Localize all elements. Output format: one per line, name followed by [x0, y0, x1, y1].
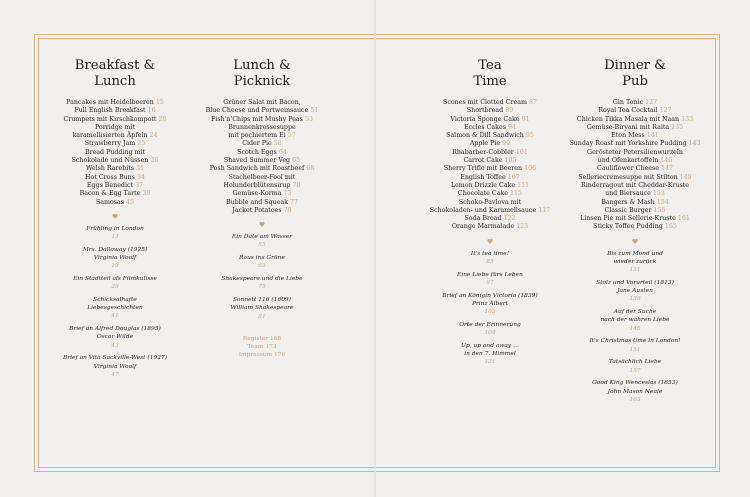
story-page: 41	[111, 313, 119, 320]
recipe-name: Scotch Eggs	[237, 148, 277, 156]
story-line: William Shakespeare	[230, 305, 294, 312]
recipe-page: 73	[283, 190, 292, 198]
recipe-entry[interactable]	[415, 174, 565, 182]
recipe-page: 68	[306, 165, 315, 173]
recipe-page: 65	[292, 157, 301, 165]
section-title	[40, 58, 190, 89]
recipe-entry[interactable]	[560, 174, 710, 182]
recipe-entry[interactable]	[187, 107, 337, 115]
recipe-entry[interactable]	[40, 132, 190, 140]
recipe-page: 133	[681, 115, 694, 123]
section-title-line: Tea	[478, 58, 502, 73]
story-line: Virginia Woolf	[93, 363, 137, 370]
recipe-name: English Toffee	[460, 173, 506, 181]
story-line: Ein Date am Wasser	[231, 234, 293, 241]
story-page: 97	[486, 279, 494, 286]
section-title	[415, 58, 565, 89]
recipe-name: Bubble and Squeak	[225, 198, 288, 206]
recipe-name: Eton Mess	[611, 132, 645, 140]
story-line: Prinz Albert	[471, 300, 508, 307]
section-tea-time	[415, 58, 565, 371]
recipe-name: Cauliflower Cheese	[596, 165, 659, 173]
recipe-name: Schoko-Pavlova mit	[458, 198, 522, 206]
story-entry[interactable]	[560, 337, 710, 353]
story-page: 103	[484, 309, 496, 316]
recipe-name: Bangers & Mash	[601, 198, 655, 206]
recipe-entry[interactable]	[187, 132, 337, 140]
recipe-page: 79	[283, 206, 292, 214]
recipe-page: 141	[646, 132, 659, 140]
recipe-name: Sticky Toffee Pudding	[593, 223, 663, 231]
recipe-page: 39	[142, 190, 151, 198]
recipe-page: 135	[671, 123, 684, 131]
recipe-entry[interactable]	[40, 140, 190, 148]
story-line: Frühling in London	[86, 225, 144, 232]
story-entry[interactable]	[187, 254, 337, 270]
recipe-page: 94	[507, 123, 516, 131]
recipe-entry[interactable]	[187, 124, 337, 132]
story-line: Auf der Suche	[613, 309, 657, 316]
recipe-entry[interactable]	[415, 116, 565, 124]
story-line: wieder zurück	[613, 258, 657, 265]
story-entry[interactable]	[40, 246, 190, 271]
section-dinner-pub	[560, 58, 710, 409]
recipe-page: 15	[155, 99, 164, 106]
story-entry[interactable]	[560, 250, 710, 275]
story-page: 121	[484, 359, 496, 366]
story-entry[interactable]	[415, 292, 565, 317]
recipe-entry[interactable]	[415, 182, 565, 190]
recipe-page: 31	[136, 165, 145, 173]
recipe-page: 87	[528, 99, 537, 106]
recipe-entry[interactable]	[415, 223, 565, 231]
recipe-list	[560, 99, 710, 232]
recipe-name: Chicken Tikka Masala mit Naan	[576, 115, 680, 123]
recipe-page: 111	[517, 181, 530, 189]
recipe-name: Gerösteter Petersilienwurzeln	[587, 148, 683, 156]
story-line: Tatsächlich Liebe	[608, 359, 662, 366]
story-page: 43	[111, 342, 119, 349]
story-entry[interactable]	[40, 354, 190, 379]
recipe-page: 106	[524, 165, 537, 173]
recipe-name: mit pochiertem Ei	[228, 132, 286, 140]
recipe-entry[interactable]	[560, 116, 710, 124]
story-list	[415, 250, 565, 367]
recipe-name: Victoria Sponge Cake	[450, 115, 520, 123]
recipe-entry[interactable]	[415, 124, 565, 132]
story-line: Virginia Woolf	[93, 255, 137, 262]
recipe-name: Soda Bread	[464, 215, 502, 223]
recipe-entry[interactable]	[560, 124, 710, 132]
recipe-entry[interactable]	[560, 132, 710, 140]
story-entry[interactable]	[560, 308, 710, 333]
recipe-name: Sunday Roast mit Yorkshire Pudding	[569, 140, 687, 148]
recipe-page: 26	[150, 157, 159, 165]
appendix-entry[interactable]: Impressum 176	[238, 352, 286, 359]
recipe-list	[415, 99, 565, 232]
recipe-page: 123	[516, 223, 529, 231]
story-line: Jane Austen	[617, 288, 653, 295]
story-line: Orte der Erinnerung	[459, 321, 521, 328]
story-page: 85	[486, 258, 494, 265]
recipe-page: 127	[659, 107, 672, 115]
recipe-name: karamellisierten Äpfeln	[72, 132, 148, 140]
heart-icon: ♥	[258, 221, 266, 230]
recipe-name: Bacon & Egg Tarte	[79, 190, 141, 198]
recipe-name: Schokolade und Nüssen	[71, 157, 149, 165]
story-line: Up, up and away …	[460, 342, 520, 349]
recipe-entry[interactable]	[40, 174, 190, 182]
heart-icon: ♥	[486, 237, 494, 246]
story-page: 29	[111, 284, 119, 291]
recipe-name: Schokoladen- und Karamellsauce	[429, 206, 537, 214]
story-page: 19	[111, 263, 119, 270]
story-line: Brief an Königin Victoria (1839)	[442, 292, 538, 299]
recipe-page: 70	[292, 181, 301, 189]
recipe-page: 161	[677, 215, 690, 223]
recipe-name: Brunnenkressesuppe	[228, 123, 296, 131]
recipe-entry[interactable]	[187, 207, 337, 215]
recipe-name: Blue Cheese und Portweinsauce	[205, 107, 309, 115]
recipe-name: Strawberry Jam	[84, 140, 136, 148]
recipe-entry[interactable]	[560, 199, 710, 207]
section-title-line: Lunch &	[233, 58, 291, 73]
recipe-page: 64	[278, 148, 287, 156]
recipe-page: 117	[538, 206, 551, 214]
story-page: 139	[629, 296, 641, 303]
recipe-name: Eccles Cakes	[463, 123, 506, 131]
section-title	[560, 58, 710, 89]
story-line: It's tea time!	[470, 250, 510, 257]
recipe-entry[interactable]	[40, 124, 190, 132]
recipe-page: 115	[510, 190, 523, 198]
recipe-name: Linsen Pie mit Sellerie-Kruste	[580, 215, 676, 223]
recipe-list	[187, 99, 337, 215]
recipe-name: Gin Tonic	[612, 99, 644, 106]
story-line: Brief an Vita Sackville-West (1927)	[63, 355, 167, 362]
recipe-entry[interactable]	[415, 140, 565, 148]
story-entry[interactable]	[40, 296, 190, 321]
recipe-entry[interactable]	[560, 140, 710, 148]
story-line: Oscar Wilde	[96, 334, 134, 341]
recipe-page: 155	[653, 206, 666, 214]
recipe-entry[interactable]	[187, 140, 337, 148]
recipe-entry[interactable]	[560, 99, 710, 107]
recipe-name: Cider Pie	[242, 140, 272, 148]
recipe-entry[interactable]	[560, 182, 710, 190]
story-entry[interactable]	[415, 342, 565, 367]
recipe-entry[interactable]	[40, 149, 190, 157]
section-title-line: Dinner &	[604, 58, 666, 73]
recipe-name: Sherry Trifle mit Beeren	[443, 165, 523, 173]
recipe-entry[interactable]	[187, 149, 337, 157]
story-entry[interactable]	[560, 279, 710, 304]
recipe-name: Full English Breakfast	[74, 107, 146, 115]
recipe-entry[interactable]	[560, 107, 710, 115]
recipe-page: 99	[502, 140, 511, 148]
recipe-name: Chocolate Cake	[457, 190, 509, 198]
story-entry[interactable]	[40, 275, 190, 291]
recipe-page: 37	[135, 181, 144, 189]
story-list	[40, 225, 190, 379]
recipe-name: Carrot Cake	[463, 157, 503, 165]
story-line: Ein Stadtteil als Filmkulisse	[73, 276, 157, 283]
heart-icon: ♥	[631, 237, 639, 246]
story-page: 55	[258, 242, 266, 249]
story-page: 13	[111, 234, 119, 241]
recipe-entry[interactable]	[560, 149, 710, 157]
recipe-page: 127	[645, 99, 658, 106]
recipe-entry[interactable]	[40, 190, 190, 198]
story-list	[187, 233, 337, 321]
recipe-entry[interactable]	[560, 215, 710, 223]
recipe-name: Welsh Rarebits	[85, 165, 135, 173]
recipe-entry[interactable]	[415, 157, 565, 165]
recipe-name: Jacket Potatoes	[232, 206, 282, 214]
recipe-name: Selleriecremesuppe mit Stilton	[578, 173, 678, 181]
story-line: Liebesgeschichten	[87, 305, 143, 312]
story-line: John Mason Neale	[607, 388, 663, 395]
recipe-entry[interactable]	[40, 182, 190, 190]
recipe-entry[interactable]	[415, 199, 565, 207]
recipe-name: Stachelbeer-Fool mit	[228, 173, 296, 181]
recipe-name: Shaved Summer Veg	[223, 157, 291, 165]
recipe-page: 105	[504, 157, 517, 165]
story-page: 157	[629, 367, 641, 374]
story-page: 131	[629, 267, 641, 274]
section-lunch-picknick	[187, 58, 337, 359]
recipe-page: 149	[679, 173, 692, 181]
story-entry[interactable]	[415, 250, 565, 266]
recipe-name: Porridge mit	[94, 123, 136, 131]
recipe-name: Bread Pudding mit	[84, 148, 146, 156]
recipe-page: 57	[287, 132, 296, 140]
recipe-page: 24	[149, 132, 158, 140]
recipe-page: 51	[310, 107, 319, 115]
appendix-entry[interactable]: Register 168	[242, 335, 282, 342]
recipe-entry[interactable]	[415, 99, 565, 107]
recipe-entry[interactable]	[40, 199, 190, 207]
story-line: Sonnett 116 (1609)	[233, 297, 291, 304]
recipe-name: Scones mit Clotted Cream	[443, 99, 527, 106]
recipe-entry[interactable]	[40, 116, 190, 124]
recipe-name: Royal Tea Cocktail	[598, 107, 658, 115]
recipe-name: und Biersauce	[605, 190, 651, 198]
section-title-line: Pub	[622, 73, 648, 89]
recipe-page: 34	[136, 173, 145, 181]
recipe-entry[interactable]	[40, 157, 190, 165]
recipe-entry[interactable]	[560, 223, 710, 231]
recipe-page: 95	[525, 132, 534, 140]
section-breakfast-lunch	[40, 58, 190, 384]
story-line: in den 7. Himmel	[464, 351, 516, 358]
recipe-entry[interactable]	[40, 165, 190, 173]
recipe-entry[interactable]	[415, 190, 565, 198]
story-entry[interactable]	[415, 321, 565, 337]
recipe-entry[interactable]	[415, 149, 565, 157]
story-entry[interactable]	[560, 379, 710, 404]
recipe-entry[interactable]	[415, 215, 565, 223]
recipe-name: Shortbread	[466, 107, 504, 115]
story-line: Stolz und Vorurteil (1813)	[596, 279, 674, 286]
recipe-entry[interactable]	[187, 190, 337, 198]
recipe-name: Crumpets mit Kirschkompott	[63, 115, 157, 123]
story-entry[interactable]	[415, 271, 565, 287]
recipe-entry[interactable]	[415, 207, 565, 215]
recipe-name: Salmon & Dill Sandwich	[446, 132, 524, 140]
story-entry[interactable]	[40, 325, 190, 350]
appendix-entry[interactable]: Team 173	[247, 343, 277, 350]
recipe-page: 53	[304, 115, 313, 123]
section-title-line: Lunch	[94, 73, 136, 89]
recipe-page: 147	[661, 165, 674, 173]
story-list	[560, 250, 710, 404]
recipe-page: 165	[664, 223, 677, 231]
recipe-page: 143	[688, 140, 701, 148]
recipe-name: Holunderblütensirup	[223, 181, 291, 189]
section-title-line: Breakfast &	[74, 58, 156, 73]
recipe-name: Apple Pie	[469, 140, 501, 148]
recipe-page: 122	[503, 215, 516, 223]
recipe-entry[interactable]	[560, 157, 710, 165]
section-title	[187, 58, 337, 89]
recipe-name: Grüner Salat mit Bacon,	[223, 99, 301, 106]
recipe-page: 77	[290, 198, 299, 206]
story-page: 75	[258, 284, 266, 291]
recipe-entry[interactable]	[187, 182, 337, 190]
recipe-entry[interactable]	[560, 190, 710, 198]
recipe-name: Orange Marmalade	[451, 223, 515, 231]
story-page: 47	[111, 371, 119, 378]
recipe-name: Hot Cross Buns	[85, 173, 135, 181]
recipe-entry[interactable]	[187, 165, 337, 173]
story-page: 109	[484, 330, 496, 337]
recipe-entry[interactable]	[560, 165, 710, 173]
story-line: nach der wahren Liebe	[600, 317, 670, 324]
recipe-name: Rinderragout mit Cheddar-Kruste	[580, 181, 690, 189]
story-line: Schicksalhafte	[93, 297, 137, 304]
recipe-entry[interactable]	[415, 165, 565, 173]
recipe-name: und Ofenkartoffeln	[597, 157, 659, 165]
story-line: Brief an Alfred Douglas (1895)	[69, 326, 161, 333]
recipe-name: Samosas	[95, 198, 125, 206]
recipe-entry[interactable]	[187, 174, 337, 182]
story-entry[interactable]	[187, 275, 337, 291]
recipe-entry[interactable]	[40, 99, 190, 107]
recipe-name: Pancakes mit Heidelbeeren	[66, 99, 154, 106]
recipe-entry[interactable]	[187, 157, 337, 165]
story-page: 151	[629, 346, 641, 353]
appendix-list	[187, 335, 337, 360]
recipe-entry[interactable]	[415, 132, 565, 140]
page-fold	[374, 0, 376, 497]
section-title-line: Time	[473, 73, 507, 89]
recipe-name: Eggs Benedict	[86, 181, 134, 189]
recipe-name: Fish'n'Chips mit Mushy Peas	[211, 115, 303, 123]
recipe-page: 45	[126, 198, 135, 206]
recipe-entry[interactable]	[560, 207, 710, 215]
story-entry[interactable]	[187, 233, 337, 249]
story-page: 63	[258, 263, 266, 270]
story-line: It's Christmas time in London!	[589, 338, 681, 345]
recipe-name: Lemon Drizzle Cake	[450, 181, 516, 189]
recipe-page: 146	[660, 157, 673, 165]
story-page: 163	[629, 396, 641, 403]
recipe-list	[40, 99, 190, 207]
recipe-entry[interactable]	[187, 199, 337, 207]
recipe-page: 101	[515, 148, 528, 156]
recipe-page: 154	[656, 198, 669, 206]
story-line: Good King Wenceslas (1853)	[592, 380, 678, 387]
story-line: Raus ins Grüne	[239, 255, 285, 262]
story-page: 145	[629, 325, 641, 332]
story-entry[interactable]	[187, 296, 337, 321]
recipe-page: 25	[137, 140, 146, 148]
recipe-entry[interactable]	[40, 107, 190, 115]
heart-icon: ♥	[111, 212, 119, 221]
story-page: 81	[258, 313, 266, 320]
recipe-name: Rhabarber-Cobbler	[452, 148, 514, 156]
story-line: Shakespeare und die Liebe	[221, 276, 303, 283]
recipe-page: 153	[652, 190, 665, 198]
recipe-entry[interactable]	[415, 107, 565, 115]
recipe-page: 89	[505, 107, 514, 115]
story-line: Bis zum Mond und	[607, 250, 663, 257]
recipe-entry[interactable]	[187, 99, 337, 107]
story-entry[interactable]	[40, 225, 190, 241]
story-line: Eine Liebe fürs Leben	[457, 271, 523, 278]
section-title-line: Picknick	[233, 73, 291, 89]
story-entry[interactable]	[560, 358, 710, 374]
recipe-name: Gemüse-Biryani mit Raita	[586, 123, 670, 131]
recipe-page: 91	[521, 115, 530, 123]
recipe-name: Classic Burger	[604, 206, 652, 214]
recipe-page: 20	[158, 115, 167, 123]
recipe-name: Posh Sandwich mit Roastbeef	[209, 165, 305, 173]
recipe-name: Gemüse-Korma	[232, 190, 282, 198]
recipe-entry[interactable]	[187, 116, 337, 124]
story-line: Mrs. Dalloway (1925)	[82, 246, 148, 253]
recipe-page: 16	[147, 107, 156, 115]
recipe-page: 107	[507, 173, 520, 181]
recipe-page: 58	[273, 140, 282, 148]
